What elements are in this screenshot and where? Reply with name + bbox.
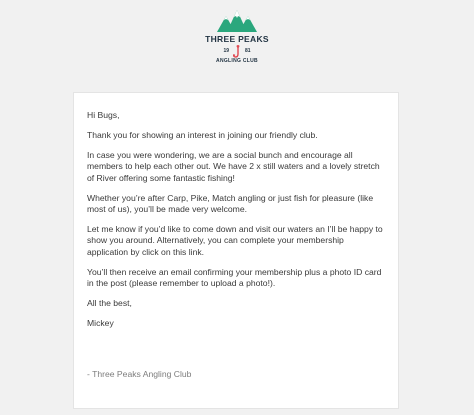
email-paragraph: Let me know if you’d like to come down and visit our waters an I’ll be happy to show you around. Alternatively, you can complete your membership application by click on this link.	[87, 223, 383, 257]
email-greeting: Hi Bugs,	[87, 110, 120, 120]
email-card	[73, 92, 399, 409]
email-paragraph: You’ll then receive an email confirming your membership plus a photo ID card in the post (please remember to upload a photo!).	[87, 266, 382, 288]
mountain-peaks-icon	[217, 8, 257, 32]
email-body	[87, 110, 387, 338]
logo-year-row	[223, 44, 250, 58]
logo-year-right: 81	[245, 48, 251, 54]
email-signoff: All the best,	[87, 297, 132, 308]
email-signature: Mickey	[87, 317, 114, 328]
club-logo	[0, 8, 474, 88]
email-paragraph: Thank you for showing an interest in joining our friendly club.	[87, 129, 318, 140]
email-paragraph: In case you were wondering, we are a social bunch and encourage all members to help each other out. We have 2 x still waters and a lovely stretch of River offering some fantastic fishing!	[87, 149, 380, 183]
logo-subtitle: ANGLING CLUB	[216, 58, 258, 64]
email-footer: - Three Peaks Angling Club	[87, 369, 192, 379]
fish-hook-icon	[233, 45, 241, 58]
logo-title: THREE PEAKS	[205, 34, 269, 44]
logo-year-left: 19	[223, 48, 229, 54]
email-paragraph: Whether you’re after Carp, Pike, Match angling or just fish for pleasure (like most of us), you’ll be made very welcome.	[87, 192, 374, 214]
